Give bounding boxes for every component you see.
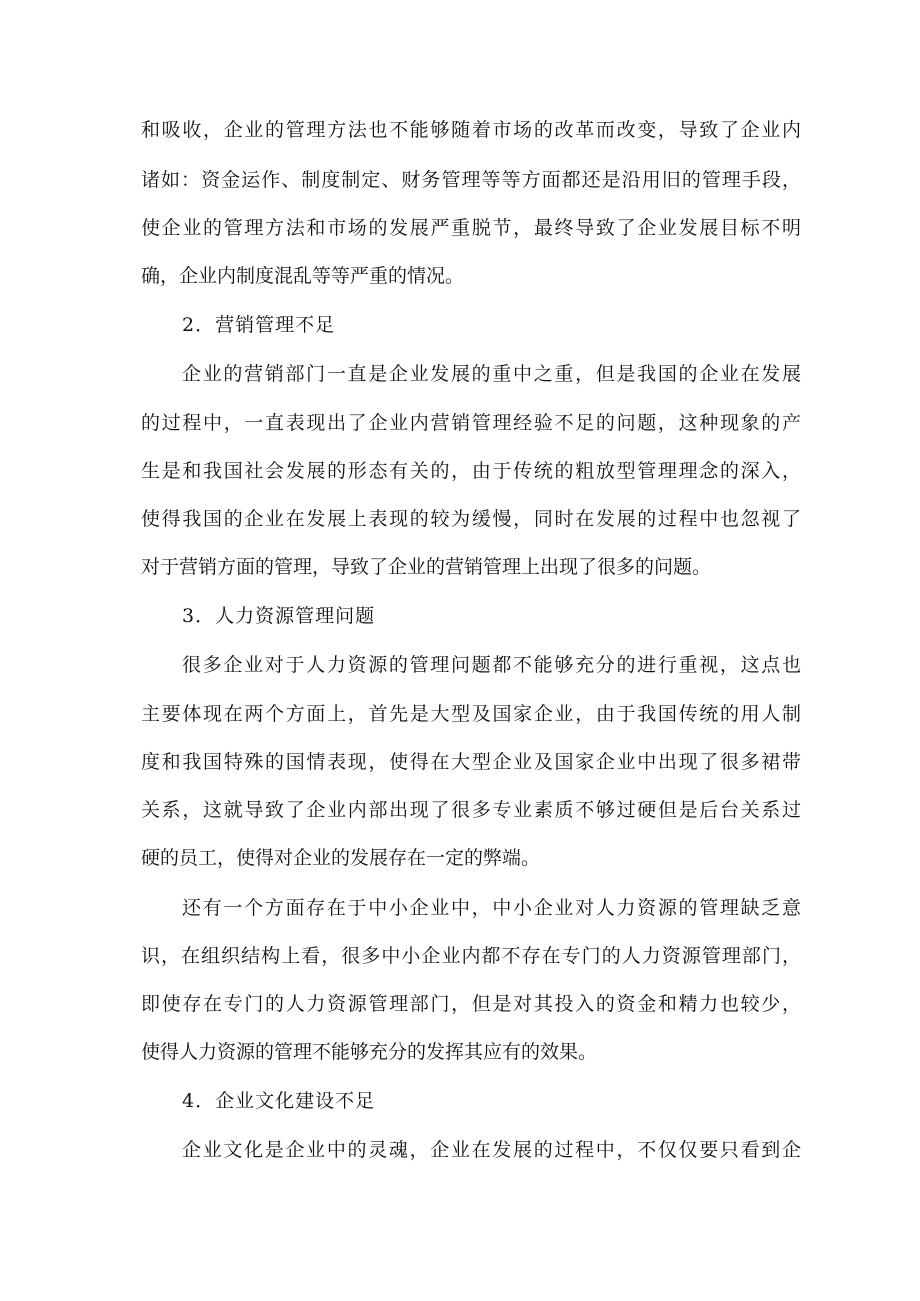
body-line: 和吸收，企业的管理方法也不能够随着市场的改革而改变，导致了企业内 (141, 119, 801, 141)
body-line: 硬的员工，使得对企业的发展存在一定的弊端。 (141, 847, 541, 869)
body-line: 关系，这就导致了企业内部出现了很多专业素质不够过硬但是后台关系过 (141, 799, 801, 821)
body-line: 诸如：资金运作、制度制定、财务管理等等方面都还是沿用旧的管理手段， (141, 169, 801, 191)
section-heading: 4．企业文化建设不足 (182, 1090, 376, 1112)
section-heading: 3．人力资源管理问题 (182, 605, 376, 627)
body-line: 确，企业内制度混乱等等严重的情况。 (141, 265, 465, 287)
body-line: 度和我国特殊的国情表现，使得在大型企业及国家企业中出现了很多裙带 (141, 751, 801, 773)
body-line: 企业文化是企业中的灵魂，企业在发展的过程中，不仅仅要只看到企 (182, 1139, 801, 1161)
body-line: 识，在组织结构上看，很多中小企业内都不存在专门的人力资源管理部门， (141, 945, 801, 967)
body-line: 即使存在专门的人力资源管理部门，但是对其投入的资金和精力也较少， (141, 993, 801, 1015)
body-line: 企业的营销部门一直是企业发展的重中之重，但是我国的企业在发展 (182, 363, 801, 385)
body-line: 还有一个方面存在于中小企业中，中小企业对人力资源的管理缺乏意 (182, 897, 801, 919)
body-line: 很多企业对于人力资源的管理问题都不能够充分的进行重视，这点也 (182, 654, 801, 676)
body-line: 的过程中，一直表现出了企业内营销管理经验不足的问题，这种现象的产 (141, 412, 801, 434)
body-line: 对于营销方面的管理，导致了企业的营销管理上出现了很多的问题。 (141, 556, 712, 578)
body-line: 主要体现在两个方面上，首先是大型及国家企业，由于我国传统的用人制 (141, 703, 801, 725)
section-heading: 2．营销管理不足 (182, 314, 336, 336)
body-line: 使企业的管理方法和市场的发展严重脱节，最终导致了企业发展目标不明 (141, 217, 801, 239)
body-line: 生是和我国社会发展的形态有关的，由于传统的粗放型管理理念的深入， (141, 460, 801, 482)
body-line: 使得人力资源的管理不能够充分的发挥其应有的效果。 (141, 1041, 598, 1063)
body-line: 使得我国的企业在发展上表现的较为缓慢，同时在发展的过程中也忽视了 (141, 508, 801, 530)
